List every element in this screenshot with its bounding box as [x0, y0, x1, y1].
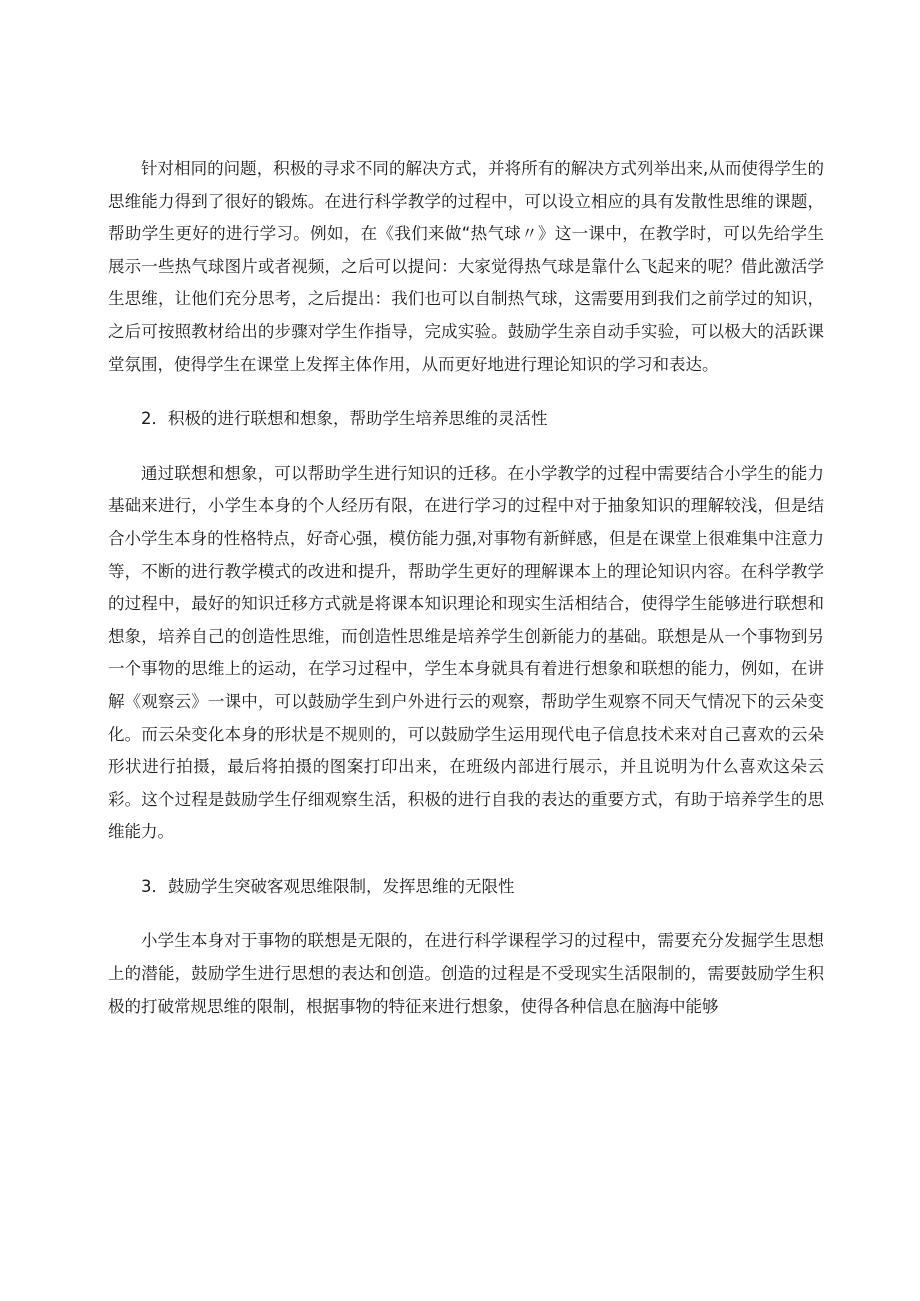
document-body [108, 153, 824, 1023]
section-heading-3: 3．鼓励学生突破客观思维限制，发挥思维的无限性 [141, 876, 515, 896]
spacer [108, 849, 824, 871]
paragraph-association-imagination: 通过联想和想象，可以帮助学生进行知识的迁移。在小学教学的过程中需要结合小学生的能力基础来进行，小学生本身的个人经历有限，在进行学习的过程中对于抽象知识的理解较浅，但是结合小学生本身的性格特点，好奇心强，模仿能力强,对事物有新鲜感，但是在课堂上很难集中注意力等，不断的进行教学模式的改进和提升，帮助学生更好的理解课本上的理论知识内容。在科学教学的过程中，最好的知识迁移方式就是将课本知识理论和现实生活相结合，使得学生能够进行联想和想象，培养自己的创造性思维，而创造性思维是培养学生创新能力的基础。联想是从一个事物到另一个事物的思维上的运动，在学习过程中，学生本身就具有着进行想象和联想的能力，例如，在讲解《观察云》一课中，可以鼓励学生到户外进行云的观察，帮助学生观察不同天气情况下的云朵变化。而云朵变化本身的形状是不规则的，可以鼓励学生运用现代电子信息技术来对自己喜欢的云朵形状进行拍摄，最后将拍摄的图案打印出来，在班级内部进行展示，并且说明为什么喜欢这朵云彩。这个过程是鼓励学生仔细观察生活，积极的进行自我的表达的重要方式，有助于培养学生的思维能力。 [108, 463, 824, 842]
spacer [108, 381, 824, 403]
spacer [108, 903, 824, 925]
paragraph-unlimited-thinking: 小学生本身对于事物的联想是无限的，在进行科学课程学习的过程中，需要充分发掘学生思想上的潜能，鼓励学生进行思想的表达和创造。创造的过程是不受现实生活限制的，需要鼓励学生积极的打破常规思维的限制，根据事物的特征来进行想象，使得各种信息在脑海中能够 [108, 931, 824, 1016]
paragraph-divergent-thinking: 针对相同的问题，积极的寻求不同的解决方式，并将所有的解决方式列举出来,从而使得学生的思维能力得到了很好的锻炼。在进行科学教学的过程中，可以设立相应的具有发散性思维的课题，帮助学生更好的进行学习。例如，在《我们来做“热气球〃》这一课中，在教学时，可以先给学生展示一些热气球图片或者视频，之后可以提问：大家觉得热气球是靠什么飞起来的呢？借此激活学生思维，让他们充分思考，之后提出：我们也可以自制热气球，这需要用到我们之前学过的知识，之后可按照教材给出的步骤对学生作指导，完成实验。鼓励学生亲自动手实验，可以极大的活跃课堂氛围，使得学生在课堂上发挥主体作用，从而更好地进行理论知识的学习和表达。 [108, 159, 824, 374]
section-heading-2: 2．积极的进行联想和想象，帮助学生培养思维的灵活性 [141, 409, 548, 429]
spacer [108, 436, 824, 458]
